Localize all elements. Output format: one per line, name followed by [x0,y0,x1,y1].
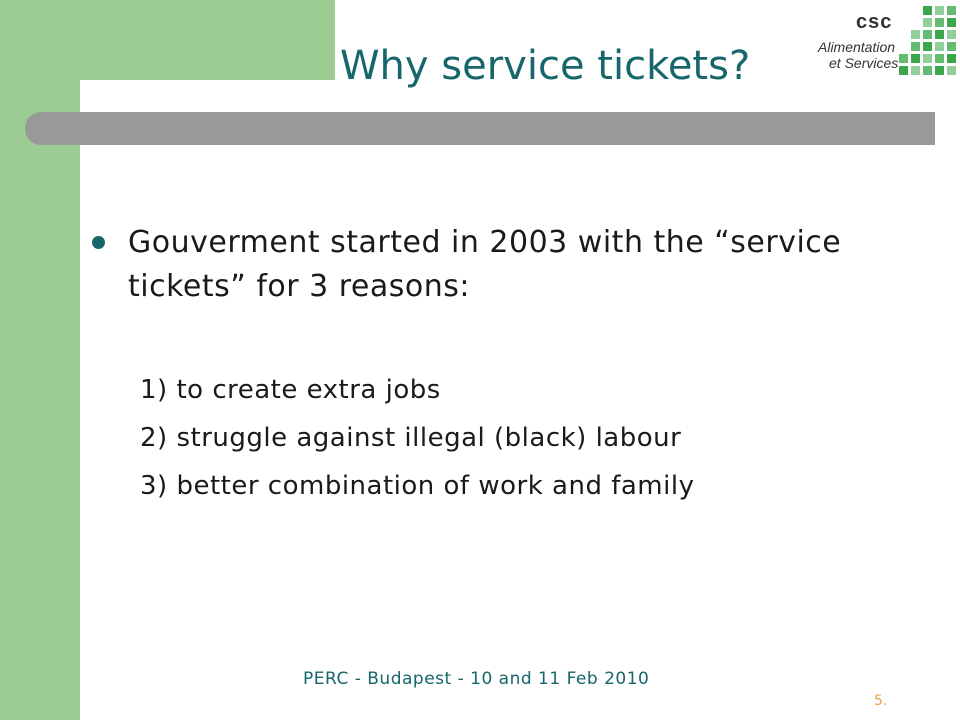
logo-abbrev: csc [856,11,893,33]
logo-square [935,54,944,63]
bullet-dot [92,236,105,249]
logo-square [935,18,944,27]
title-underline-bar [25,112,935,145]
footer-text: PERC - Budapest - 10 and 11 Feb 2010 [303,669,650,689]
logo-line-2: et Services [829,55,899,71]
logo-square [899,54,908,63]
logo-grid-icon [899,2,959,80]
logo-square [947,66,956,75]
logo-square [947,30,956,39]
top-green-band [80,0,335,80]
logo-square [935,30,944,39]
left-green-band [0,0,80,720]
logo-line-1: Alimentation [818,39,896,55]
logo-square [911,42,920,51]
logo-square [923,6,932,15]
page-number: 5. [874,693,888,709]
logo-square [935,66,944,75]
logo-square [947,6,956,15]
bullet-text: Gouverment started in 2003 with the “service tickets” for 3 reasons: [128,225,842,304]
slide-title: Why service tickets? [340,43,751,89]
reason-item: 3) better combination of work and family [140,471,695,501]
logo-square [923,66,932,75]
logo-square [923,42,932,51]
logo-square [911,54,920,63]
reasons-list [140,366,694,510]
logo-square [899,66,908,75]
logo-square [935,42,944,51]
logo-square [935,6,944,15]
logo-square [947,54,956,63]
logo-square [923,54,932,63]
logo-square [947,18,956,27]
logo-square [911,30,920,39]
reason-item: 1) to create extra jobs [140,375,441,405]
logo-square [947,42,956,51]
reason-item: 2) struggle against illegal (black) labour [140,423,682,453]
logo-square [911,66,920,75]
csc-logo [815,2,960,80]
logo-square [923,30,932,39]
logo-square [923,18,932,27]
